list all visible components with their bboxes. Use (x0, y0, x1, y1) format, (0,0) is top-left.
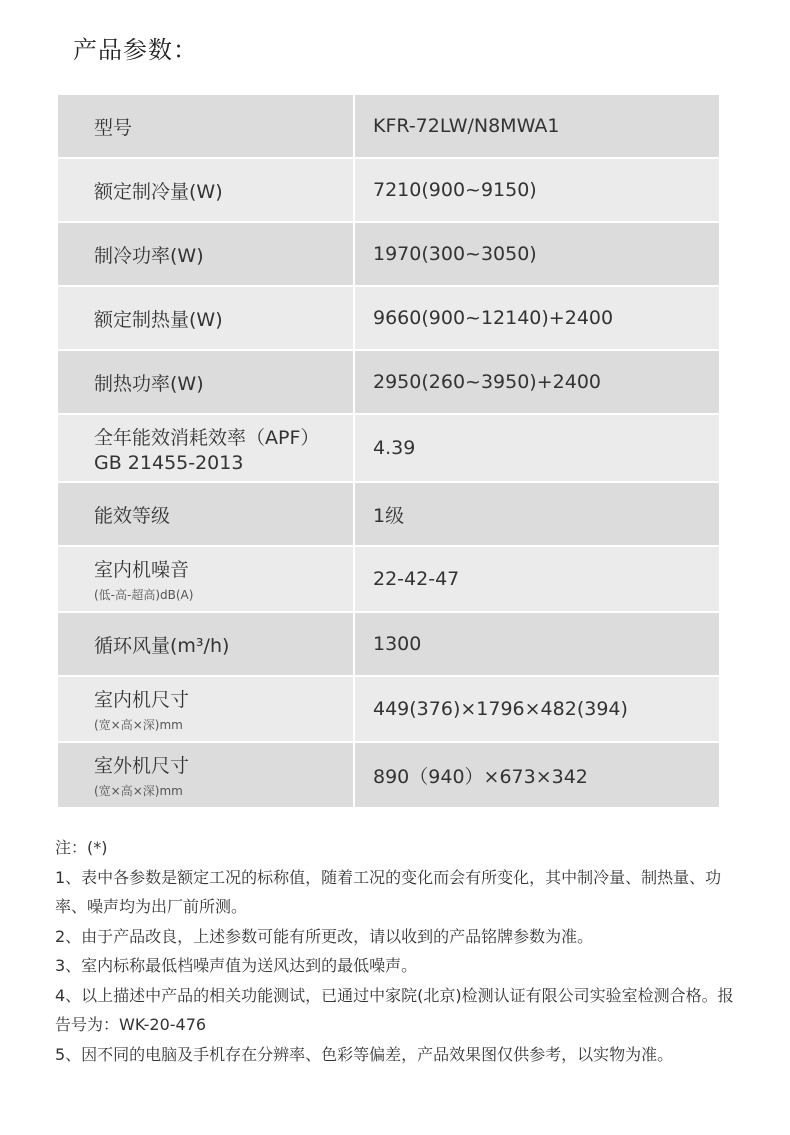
table-row (58, 351, 719, 415)
notes (55, 833, 735, 1069)
row-label-line2: GB 21455-2013 (94, 451, 244, 474)
row-value: 7210(900~9150) (373, 179, 537, 201)
row-label: 全年能效消耗效率（APF） GB 21455-2013 (58, 415, 355, 481)
row-label-sub: (宽×高×深)mm (94, 784, 183, 798)
table-row (58, 287, 719, 351)
table-row (58, 743, 719, 809)
table-row (58, 415, 719, 483)
row-value: 890（940）×673×342 (373, 765, 588, 788)
row-label: 额定制冷量(W) (58, 159, 355, 221)
row-label-sub: (宽×高×深)mm (94, 718, 183, 732)
row-label: 型号 (58, 95, 355, 157)
row-value: 4.39 (373, 437, 416, 459)
table-row (58, 483, 719, 547)
note-item: 1、表中各参数是额定工况的标称值，随着工况的变化而会有所变化，其中制冷量、制热量、功率、噪声均为出厂前所测。 (55, 867, 722, 916)
row-label: 室内机噪音 (低-高-超高)dB(A) (58, 547, 355, 611)
note-item: 3、室内标称最低档噪声值为送风达到的最低噪声。 (55, 956, 418, 975)
table-row (58, 223, 719, 287)
row-value: 449(376)×1796×482(394) (373, 698, 628, 720)
row-label: 制热功率(W) (58, 351, 355, 413)
row-value: 2950(260~3950)+2400 (373, 371, 601, 393)
notes-heading: 注：(*) (55, 838, 108, 857)
row-value: 1300 (373, 633, 422, 655)
note-item: 2、由于产品改良，上述参数可能有所更改，请以收到的产品铭牌参数为准。 (55, 926, 594, 946)
row-value: 1级 (373, 504, 405, 527)
table-row (58, 677, 719, 743)
row-label: 室外机尺寸 (宽×高×深)mm (58, 743, 355, 807)
row-value: 22-42-47 (373, 568, 460, 590)
row-label: 能效等级 (58, 483, 355, 545)
note-item: 5、因不同的电脑及手机存在分辨率、色彩等偏差，产品效果图仅供参考，以实物为准。 (55, 1044, 674, 1064)
row-label: 循环风量(m³/h) (58, 613, 355, 675)
table-row (58, 613, 719, 677)
row-label: 室内机尺寸 (宽×高×深)mm (58, 677, 355, 741)
row-label: 额定制热量(W) (58, 287, 355, 349)
table-row (58, 547, 719, 613)
table-row (58, 159, 719, 223)
row-value: 9660(900~12140)+2400 (373, 307, 614, 329)
row-value: 1970(300~3050) (373, 243, 537, 265)
row-label-sub: (低-高-超高)dB(A) (94, 588, 194, 602)
table-row (58, 95, 719, 159)
row-label: 制冷功率(W) (58, 223, 355, 285)
spec-table (58, 95, 719, 809)
row-value: KFR-72LW/N8MWA1 (373, 115, 560, 137)
note-item: 4、以上描述中产品的相关功能测试，已通过中家院(北京)检测认证有限公司实验室检测合格。报告号为：WK-20-476 (55, 985, 734, 1034)
page-title: 产品参数： (73, 36, 198, 64)
